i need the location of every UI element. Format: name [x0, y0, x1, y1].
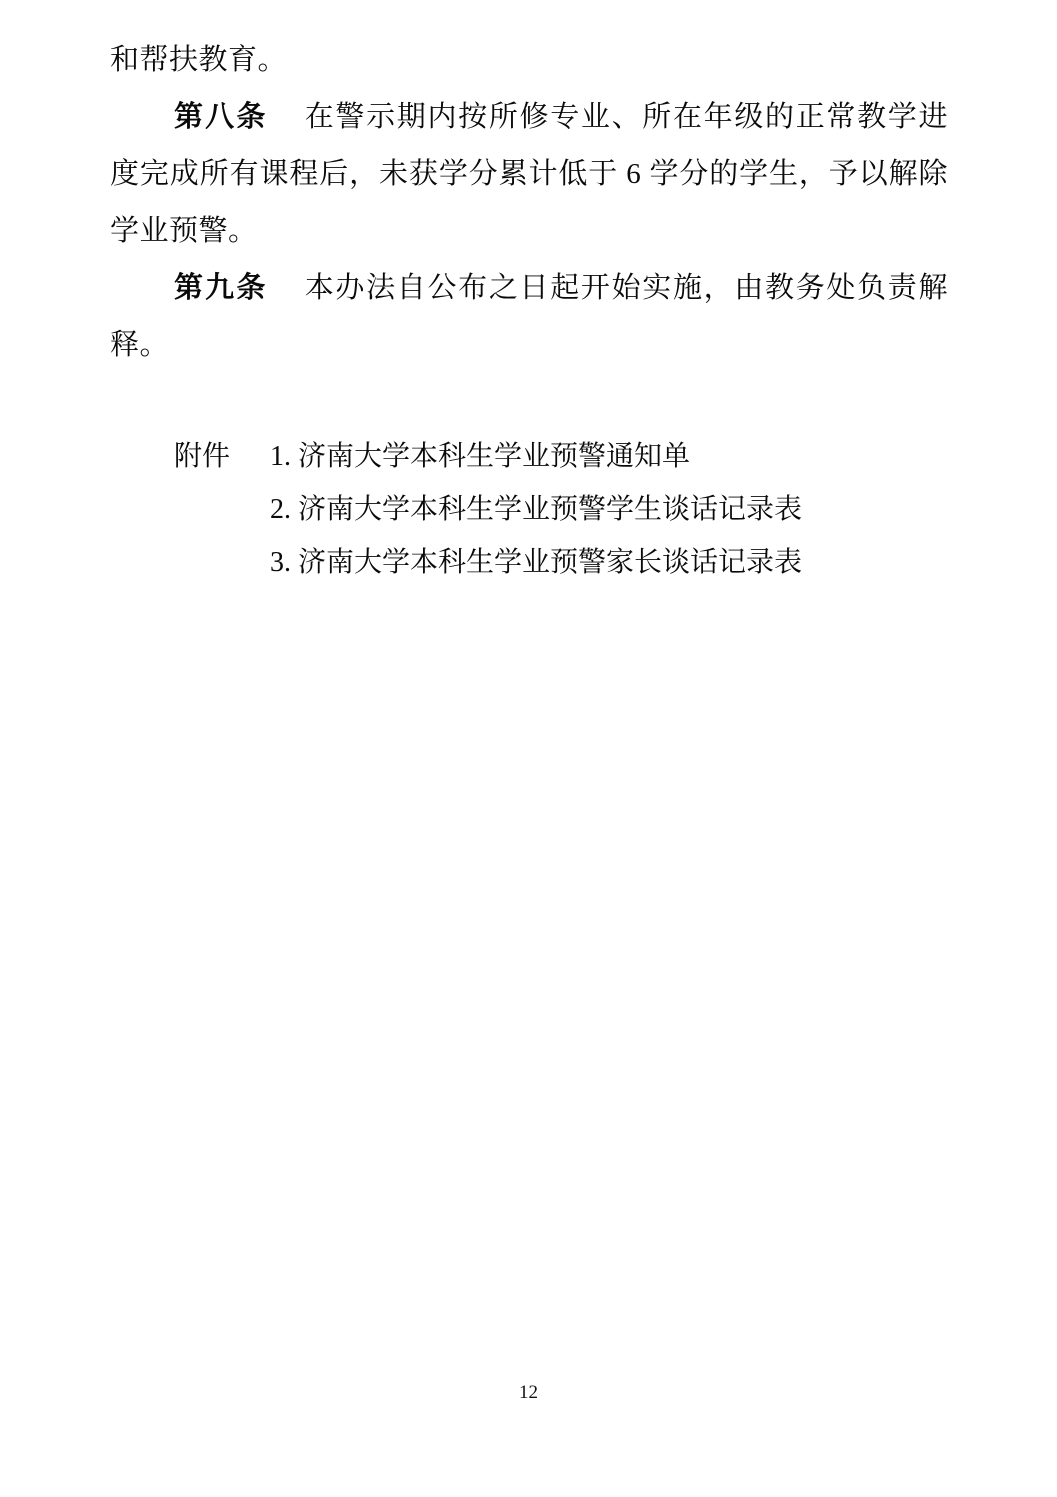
attachment-list-label: 附件 — [174, 441, 231, 472]
paragraph-article-8 — [110, 89, 948, 260]
paragraph-article-9 — [110, 260, 948, 374]
attachment-row-2 — [110, 483, 948, 536]
paragraph-continuation-text: 和帮扶教育。 — [110, 44, 288, 76]
page-body — [110, 32, 948, 589]
attachment-item-3: 3. 济南大学本科生学业预警家长谈话记录表 — [270, 547, 803, 578]
article-label-9: 第九条 — [174, 272, 268, 304]
attachment-list — [110, 430, 948, 589]
page-number: 12 — [519, 1382, 538, 1403]
attachment-item-2: 2. 济南大学本科生学业预警学生谈话记录表 — [270, 494, 803, 525]
paragraph-continuation — [110, 32, 948, 89]
attachment-item-1: 1. 济南大学本科生学业预警通知单 — [270, 441, 691, 472]
article-text-8: 在警示期内按所修专业、所在年级的正常教学进度完成所有课程后，未获学分累计低于 6 学分的学生，予以解除学业预警。 — [110, 101, 948, 247]
article-text-9: 本办法自公布之日起开始实施，由教务处负责解释。 — [110, 272, 948, 361]
attachment-row-3 — [110, 536, 948, 589]
attachment-row-1 — [110, 430, 948, 483]
article-label-8: 第八条 — [174, 101, 268, 133]
